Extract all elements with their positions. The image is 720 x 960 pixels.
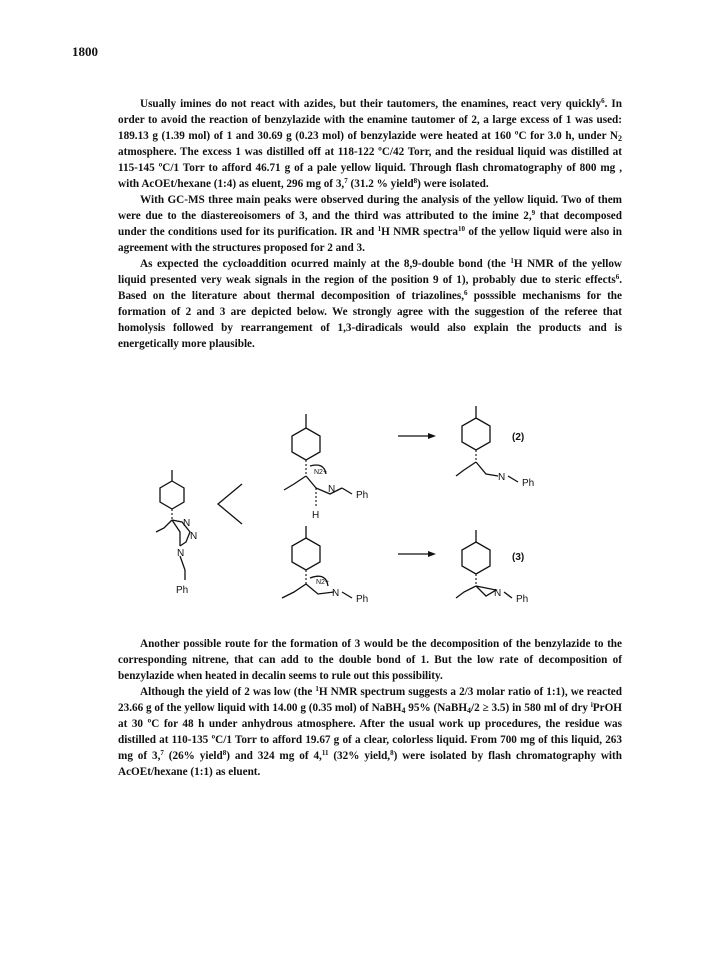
triazoline-structure xyxy=(156,470,197,596)
compound-label-3: (3) xyxy=(512,552,525,563)
cyclohexene-ring-bottom xyxy=(292,538,320,570)
intermediate-bottom xyxy=(282,526,368,605)
page-number: 1800 xyxy=(72,44,98,59)
text-block-top xyxy=(118,96,622,352)
svg-text:Ph: Ph xyxy=(356,490,369,501)
cyclohexene-ring-top xyxy=(292,428,320,460)
text-block-bottom xyxy=(118,636,622,780)
product-3 xyxy=(456,530,528,605)
svg-text:N2+: N2+ xyxy=(314,469,328,476)
compound-label-2: (2) xyxy=(512,432,525,443)
svg-text:Ph: Ph xyxy=(176,585,189,596)
svg-text:N: N xyxy=(328,484,336,495)
reaction-scheme-drawing xyxy=(130,396,570,616)
svg-text:N: N xyxy=(177,548,185,559)
intermediate-top xyxy=(284,414,368,521)
svg-text:Ph: Ph xyxy=(522,478,535,489)
svg-text:H: H xyxy=(312,510,320,521)
svg-text:N: N xyxy=(183,518,191,529)
paragraph-cycloaddition: As expected the cycloaddition ocurred mainly at the 8,9-double bond (the $^1$H NMR of the yellow liquid presented very weak signals in the region of the position 9 of 1), probably due to steric effects$^6$. Based on the literature about thermal decomposition of triazolines,$^6$ posssible mechanisms for the formation of 2 and 3 are depicted below. We strongly agree with the suggestion of the referee that homolysis followed by rearrangement of 1,3-diradicals would also explain the products and is energetically more plausible. xyxy=(118,257,622,350)
paragraph-reduction: Although the yield of 2 was low (the $^1$H NMR spectrum suggests a 2/3 molar ratio of 1:1), we reacted 23.66 g of the yellow liquid with 14.00 g (0.35 mol) of NaBH$_4$ 95% (NaBH$_4$/2 ≥ 3.5) in 580 ml of dry $^i$PrOH at 30 ºC for 48 h under anhydrous atmosphere. After the usual work up procedures, the residue was distilled at 110-135 ºC/1 Torr to afford 19.67 g of a clear, colorless liquid. From 700 mg of this liquid, 263 mg of 3,$^7$ (26% yield$^8$) and 324 mg of 4,11 (32% yield,$^8$) were isolated by flash chromatography with AcOEt/hexane (1:1) as eluent. xyxy=(118,685,623,778)
branch-chevron xyxy=(218,484,242,524)
paragraph-imines: Usually imines do not react with azides, but their tautomers, the enamines, react very quickly$^6$. In order to avoid the reaction of benzylazide with the enamine tautomer of 2, a large excess of 1 was used: 189.13 g (1.39 mol) of 1 and 30.69 g (0.23 mol) of benzylazide were heated at 160 ºC for 3.0 h, under $N_2$ atmosphere. The excess 1 was distilled off at 118-122 ºC/42 Torr, and the residual liquid was distilled at 115-145 ºC/1 Torr to afford 46.71 g of a pale yellow liquid. Through flash chromatography of 800 mg , with AcOEt/hexane (1:4) as eluent, 296 mg of 3,$^7$ (31.2 % yield$^8$) were isolated. xyxy=(118,97,623,190)
svg-text:N2+: N2+ xyxy=(316,579,330,586)
paragraph-nitrene: Another possible route for the formation of 3 would be the decomposition of the benzylazide to the corresponding nitrene, that can add to the double bond of 1. But the low rate of decomposition of benzylazide when heated in decalin seems to rule out this possibility. xyxy=(118,638,622,682)
svg-text:N: N xyxy=(190,531,198,542)
arrow-bottom xyxy=(398,551,436,557)
paragraph-gcms: With GC-MS three main peaks were observed during the analysis of the yellow liquid. Two of them were due to the diastereoisomers of 3, and the third was attributed to the imine 2,$^9$ that decomposed under the conditions used for its purification. IR and $^1$H NMR spectra$^{10}$ of the yellow liquid were also in agreement with the structures proposed for 2 and 3. xyxy=(118,194,622,254)
svg-text:N: N xyxy=(494,588,502,599)
svg-text:N: N xyxy=(332,588,340,599)
cyclohexene-ring-left xyxy=(160,481,184,509)
cyclohexene-ring-product-3 xyxy=(462,542,490,574)
arrow-top xyxy=(398,433,436,439)
svg-text:Ph: Ph xyxy=(516,594,529,605)
reaction-scheme xyxy=(130,396,570,616)
svg-text:N: N xyxy=(498,472,506,483)
cyclohexene-ring-product-2 xyxy=(462,418,490,450)
product-2 xyxy=(456,406,534,489)
svg-text:Ph: Ph xyxy=(356,594,369,605)
